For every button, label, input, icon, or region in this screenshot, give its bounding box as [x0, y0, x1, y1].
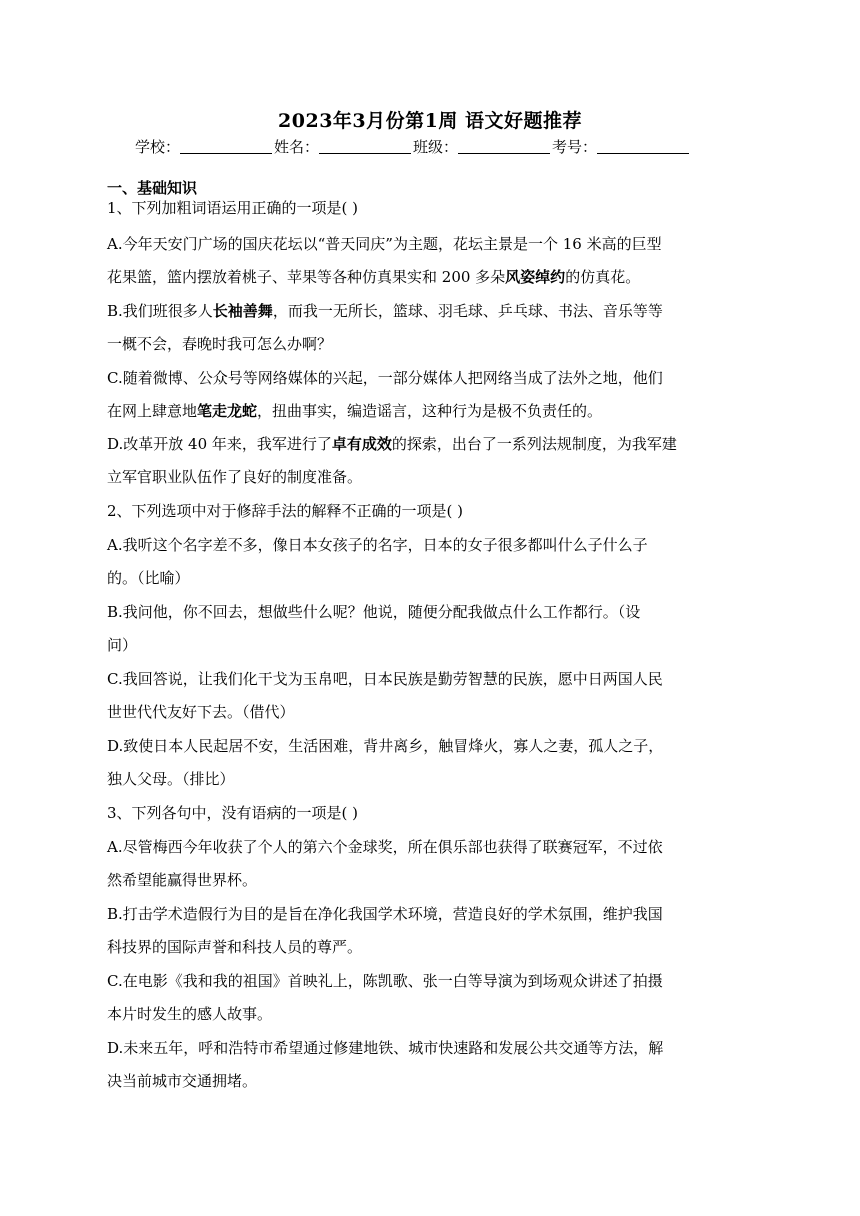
q1-c-text: 在网上肆意地 — [107, 402, 198, 420]
q3-option-a-line2: 然希望能赢得世界杯。 — [107, 871, 258, 889]
q1-b-text: B.我们班很多人 — [107, 302, 213, 320]
q1-stem: 1、下列加粗词语运用正确的一项是( ) — [107, 199, 359, 217]
q3-option-d-line1: D.未来五年，呼和浩特市希望通过修建地铁、城市快速路和发展公共交通等方法，解 — [107, 1039, 664, 1057]
q3-option-b-line1: B.打击学术造假行为目的是旨在净化我国学术环境，营造良好的学术氛围，维护我国 — [107, 905, 663, 923]
section-heading: 一、基础知识 — [107, 179, 198, 197]
q1-a-bold-term: 风姿绰约 — [505, 268, 566, 286]
name-label: 姓名： — [274, 138, 320, 156]
q3-stem: 3、下列各句中，没有语病的一项是( ) — [107, 804, 359, 822]
q1-b-text-end: ，而我一无所长，篮球、羽毛球、乒乓球、书法、音乐等等 — [272, 302, 663, 320]
q1-option-a-line1: A.今年天安门广场的国庆花坛以“普天同庆”为主题，花坛主景是一个 16 米高的巨型 — [107, 235, 662, 253]
q2-option-a-line2: 的。（比喻） — [107, 569, 190, 587]
q2-option-a-line1: A.我听这个名字差不多，像日本女孩子的名字，日本的女子很多都叫什么子什么子 — [107, 536, 648, 554]
q1-b-bold-term: 长袖善舞 — [212, 302, 273, 320]
q1-option-b-line2: 一概不会，春晚时我可怎么办啊？ — [107, 335, 333, 353]
q1-option-c-line2 — [107, 401, 602, 421]
q1-d-text-end: 的探索，出台了一系列法规制度，为我军建 — [391, 435, 677, 453]
q2-option-d-line1: D.致使日本人民起居不安，生活困难，背井离乡，触冒烽火，寡人之妻，孤人之子， — [107, 737, 664, 755]
name-blank[interactable] — [319, 139, 411, 154]
q1-d-bold-term: 卓有成效 — [331, 435, 392, 453]
q3-option-b-line2: 科技界的国际声誉和科技人员的尊严。 — [107, 938, 363, 956]
q3-option-c-line2: 本片时发生的感人故事。 — [107, 1005, 273, 1023]
school-blank[interactable] — [180, 139, 272, 154]
q1-option-d-line1 — [107, 434, 677, 454]
q1-d-text: D.改革开放 40 年来，我军进行了 — [107, 435, 332, 453]
q3-option-d-line2: 决当前城市交通拥堵。 — [107, 1072, 258, 1090]
q1-a-text-end: 的仿真花。 — [565, 268, 641, 286]
q1-c-text-end: ，扭曲事实，编造谣言，这种行为是极不负责任的。 — [257, 402, 603, 420]
class-blank[interactable] — [458, 139, 550, 154]
q2-option-c-line1: C.我回答说，让我们化干戈为玉帛吧，日本民族是勤劳智慧的民族，愿中日两国人民 — [107, 670, 663, 688]
q1-c-bold-term: 笔走龙蛇 — [197, 402, 258, 420]
q1-option-d-line2: 立军官职业队伍作了良好的制度准备。 — [107, 468, 363, 486]
exam-no-blank[interactable] — [597, 139, 689, 154]
q3-option-a-line1: A.尽管梅西今年收获了个人的第六个金球奖，所在俱乐部也获得了联赛冠军，不过依 — [107, 838, 663, 856]
q2-option-c-line2: 世世代代友好下去。（借代） — [107, 703, 295, 721]
q2-stem: 2、下列选项中对于修辞手法的解释不正确的一项是( ) — [107, 502, 464, 520]
q1-a-text: 花果篮，篮内摆放着桃子、苹果等各种仿真果实和 200 多朵 — [107, 268, 506, 286]
page-title: 2023年3月份第1周 语文好题推荐 — [278, 110, 582, 132]
q3-option-c-line1: C.在电影《我和我的祖国》首映礼上，陈凯歌、张一白等导演为到场观众讲述了拍摄 — [107, 972, 663, 990]
q2-option-b-line1: B.我问他，你不回去，想做些什么呢？他说，随便分配我做点什么工作都行。（设 — [107, 603, 641, 621]
q2-option-b-line2: 问） — [107, 636, 138, 654]
school-label: 学校： — [135, 138, 181, 156]
q1-option-b-line1 — [107, 301, 663, 321]
student-info-row — [135, 136, 691, 157]
q1-option-c-line1: C.随着微博、公众号等网络媒体的兴起，一部分媒体人把网络当成了法外之地，他们 — [107, 369, 663, 387]
q1-option-a-line2 — [107, 267, 640, 287]
q2-option-d-line2: 独人父母。（排比） — [107, 770, 235, 788]
class-label: 班级： — [413, 138, 459, 156]
exam-no-label: 考号： — [552, 138, 598, 156]
